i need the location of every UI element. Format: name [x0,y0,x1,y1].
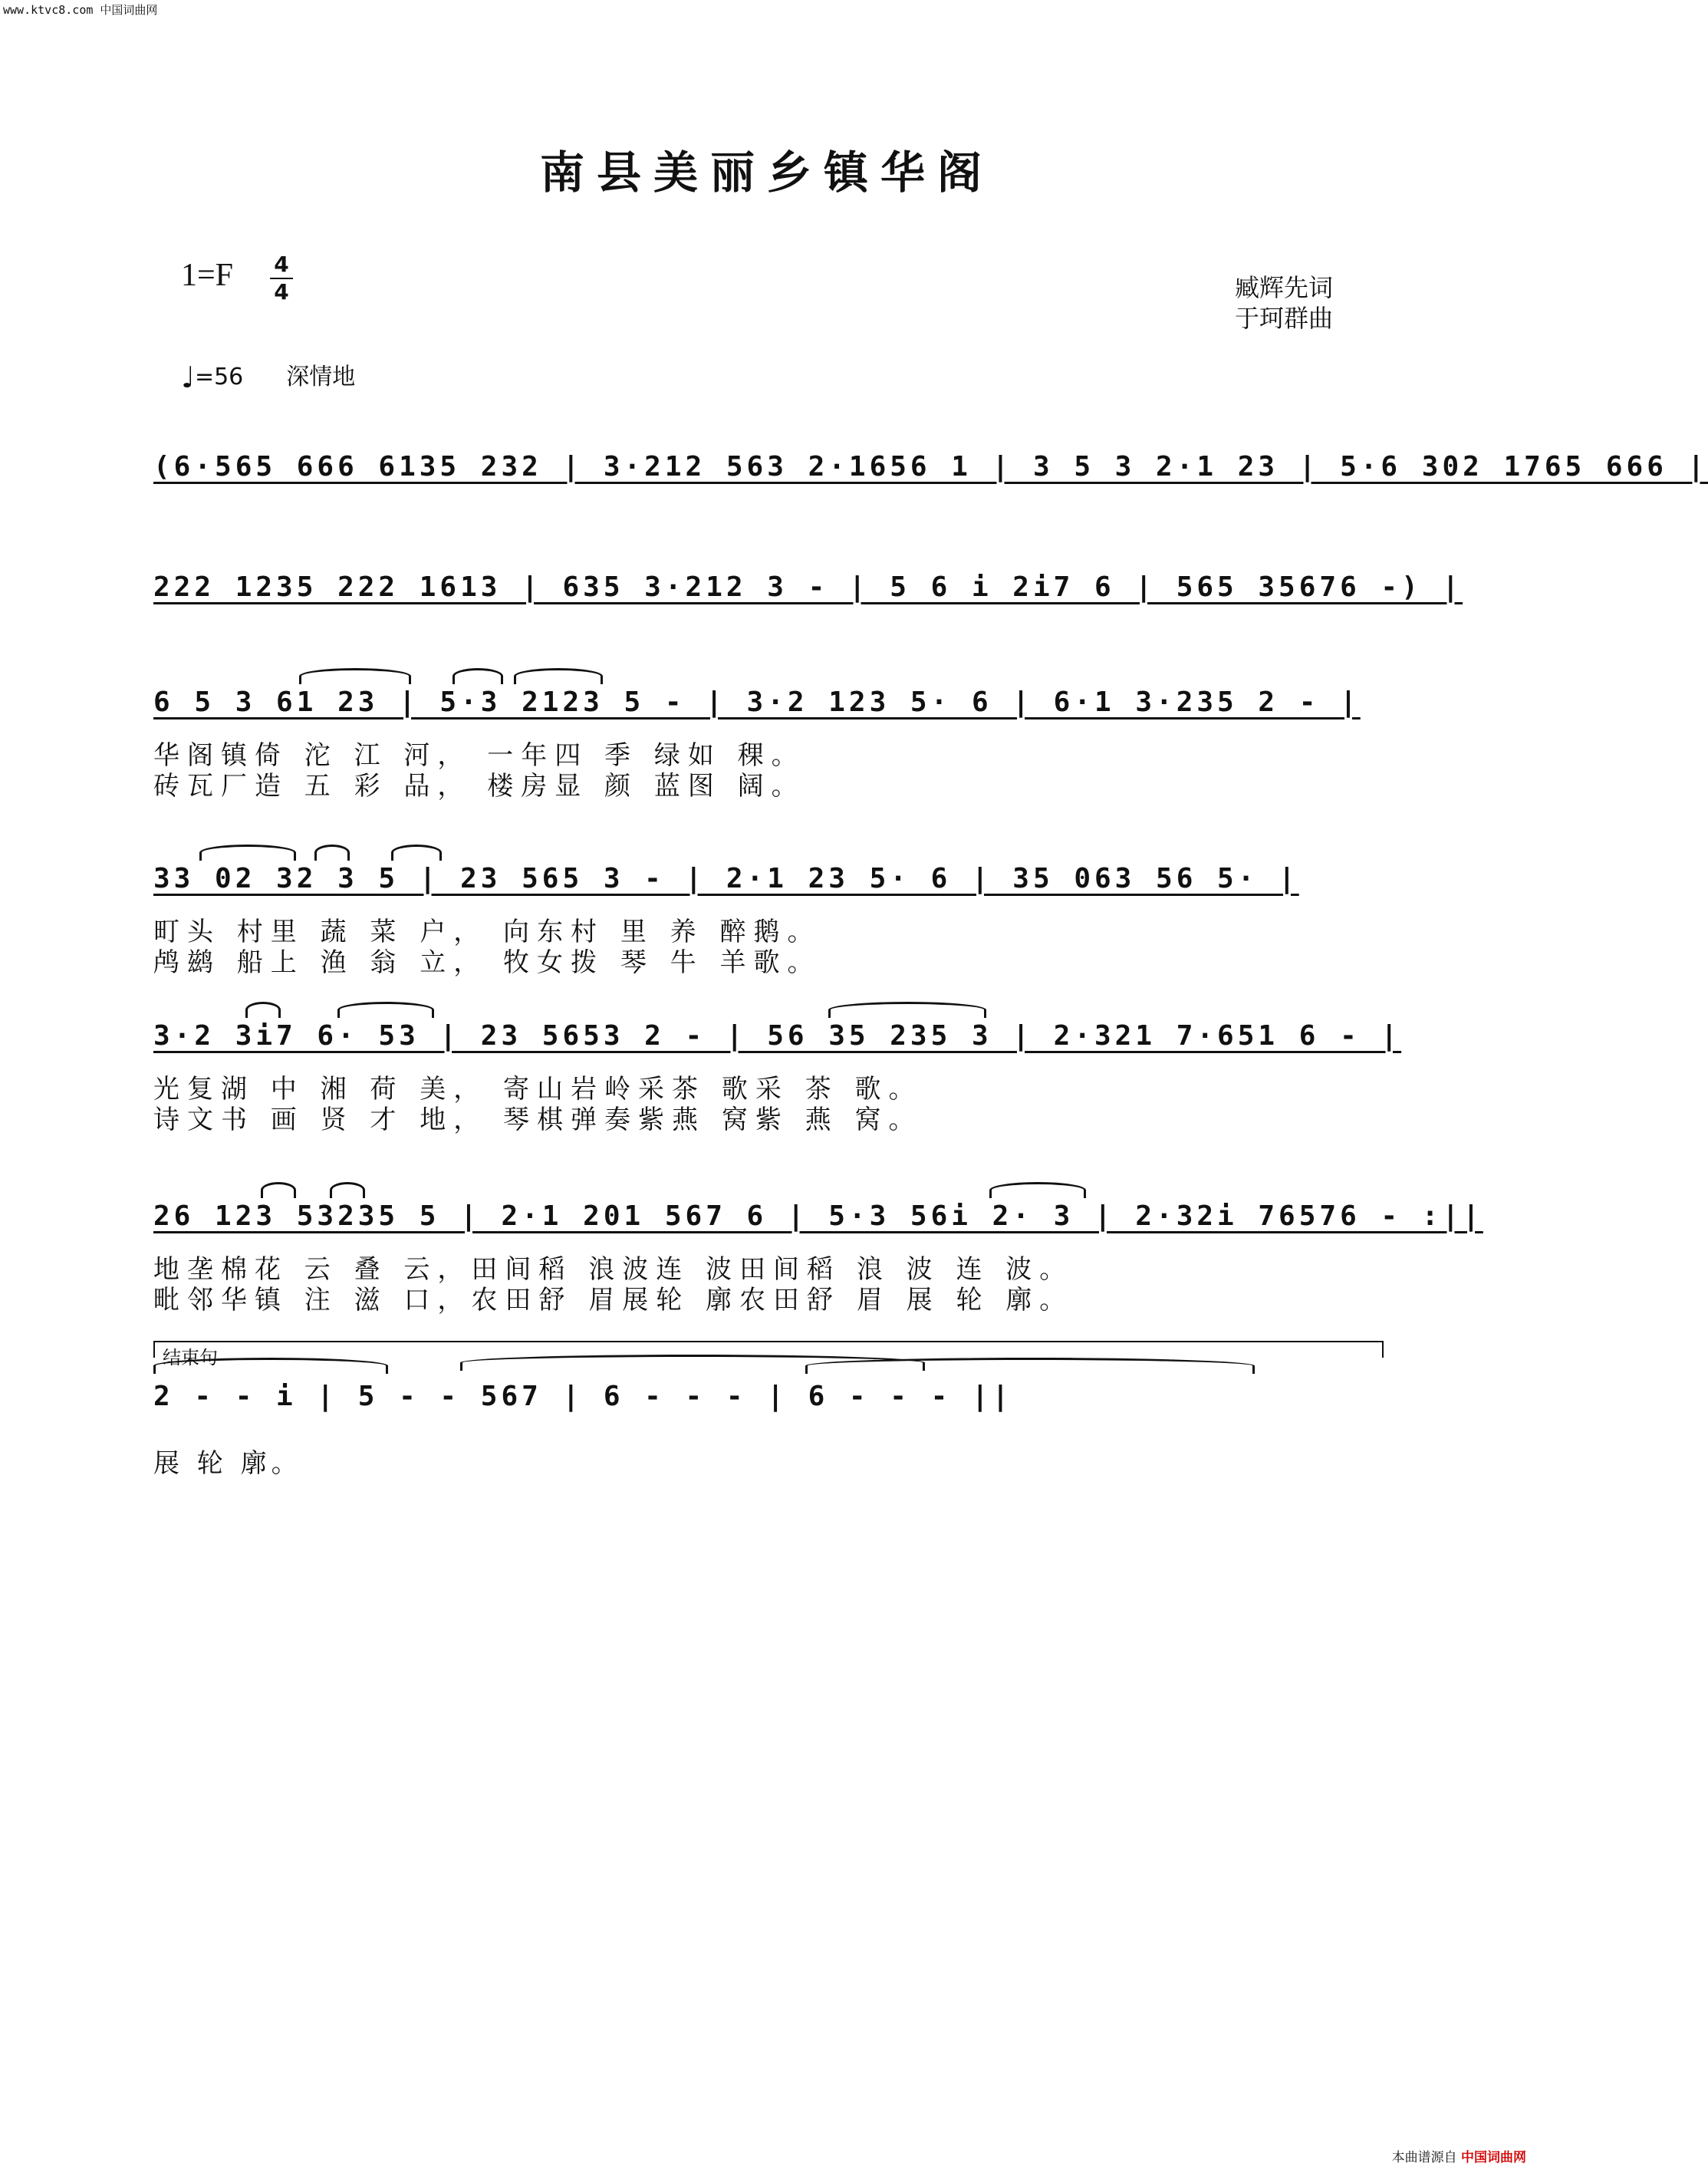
notes-row-3 [153,679,1361,725]
footer-source [1392,2146,1526,2165]
notes-row-ending [153,1373,1012,1419]
tempo-marking [181,357,355,394]
time-signature [270,253,293,304]
site-header: www.ktvc8.com 中国词曲网 [3,3,158,17]
lyrics-verse-1: 町头 村里 蔬 菜 户， 向东村 里 养 醉鹅。 [153,917,821,947]
score-row-1 [153,443,1708,506]
lyrics-verse-2: 砖瓦厂造 五 彩 品， 楼房显 颜 蓝图 阔。 [153,771,805,802]
notes-row-2 [153,564,1463,610]
lyrics-verse-1: 华阁镇倚 沱 江 河， 一年四 季 绿如 稞。 [153,740,805,771]
lyrics-verse-2: 鸬鹚 船上 渔 翁 立， 牧女拨 琴 牛 羊歌。 [153,947,821,978]
score-row-2 [153,564,1463,627]
footer-site-link[interactable]: 中国词曲网 [1461,2150,1526,2165]
slur [805,1358,1255,1374]
notes-text: 26 123 53235 5 | 2·1 201 567 6 | 5·3 56i 2· 3 | 2·32i 76576 - :|| [153,1200,1483,1232]
meter-top: 4 [274,252,289,277]
tempo-expression: 深情地 [286,364,356,390]
notes-text: 33 02 32 3 5 | 23 565 3 - | 2·1 23 5· 6 | 35 063 56 5· | [153,862,1299,894]
notes-row-5 [153,1013,1401,1059]
lyrics-verse-1: 光复湖 中 湘 荷 美， 寄山岩岭采茶 歌采 茶 歌。 [153,1074,923,1105]
lyrics-ending: 展 轮 廓。 [153,1448,302,1479]
score-row-5 [153,1013,1402,1135]
notes-row-4 [153,855,1299,901]
meter-bottom: 4 [274,279,289,305]
lyrics-verse-2: 诗文书 画 贤 才 地， 琴棋弹奏紫燕 窝紫 燕 窝。 [153,1105,923,1135]
score-row-ending [153,1373,1381,1480]
lyrics-verse-2: 毗邻华镇 注 滋 口，农田舒 眉展轮 廓农田舒 眉 展 轮 廓。 [153,1285,1074,1316]
footer-prefix: 本曲谱源自 [1391,2150,1457,2165]
slur [153,1358,388,1374]
notes-row-6 [153,1193,1483,1239]
key-signature: 1=F [181,258,234,293]
notes-text: 222 1235 222 1613 | 635 3·212 3 - | 5 6 i 2i7 6 | 565 35676 -) | [153,571,1463,603]
notes-text: 3·2 3i7 6· 53 | 23 5653 2 - | 56 35 235 3 | 2·321 7·651 6 - | [153,1019,1402,1052]
notes-text: 6 5 3 61 23 | 5·3 2123 5 - | 3·2 123 5· 6 | 6·1 3·235 2 - | [153,686,1361,718]
notes-row-1 [153,443,1708,489]
score-row-3 [153,679,1381,802]
notes-text: (6·565 666 6135 232 | 3·212 563 2·1656 1 | 3 5 3 2·1 23 | 5·6 302 1765 666 | [153,450,1708,482]
notes-text: 2 - - i | 5 - - 567 | 6 - - - | 6 - - - || [153,1380,1013,1412]
composer-credit: 于珂群曲 [1234,304,1333,333]
lyricist-credit: 臧辉先词 [1234,273,1333,302]
page-title: 南县美丽乡镇华阁 [539,147,994,199]
ending-label: 结束句 [163,1347,218,1368]
quarter-note-icon: ♩ [181,361,195,394]
score-row-4 [153,855,1381,978]
score-row-6 [153,1193,1483,1316]
tempo-bpm: =56 [194,364,244,390]
lyrics-verse-1: 地垄棉花 云 叠 云，田间稻 浪波连 波田间稻 浪 波 连 波。 [153,1254,1074,1285]
